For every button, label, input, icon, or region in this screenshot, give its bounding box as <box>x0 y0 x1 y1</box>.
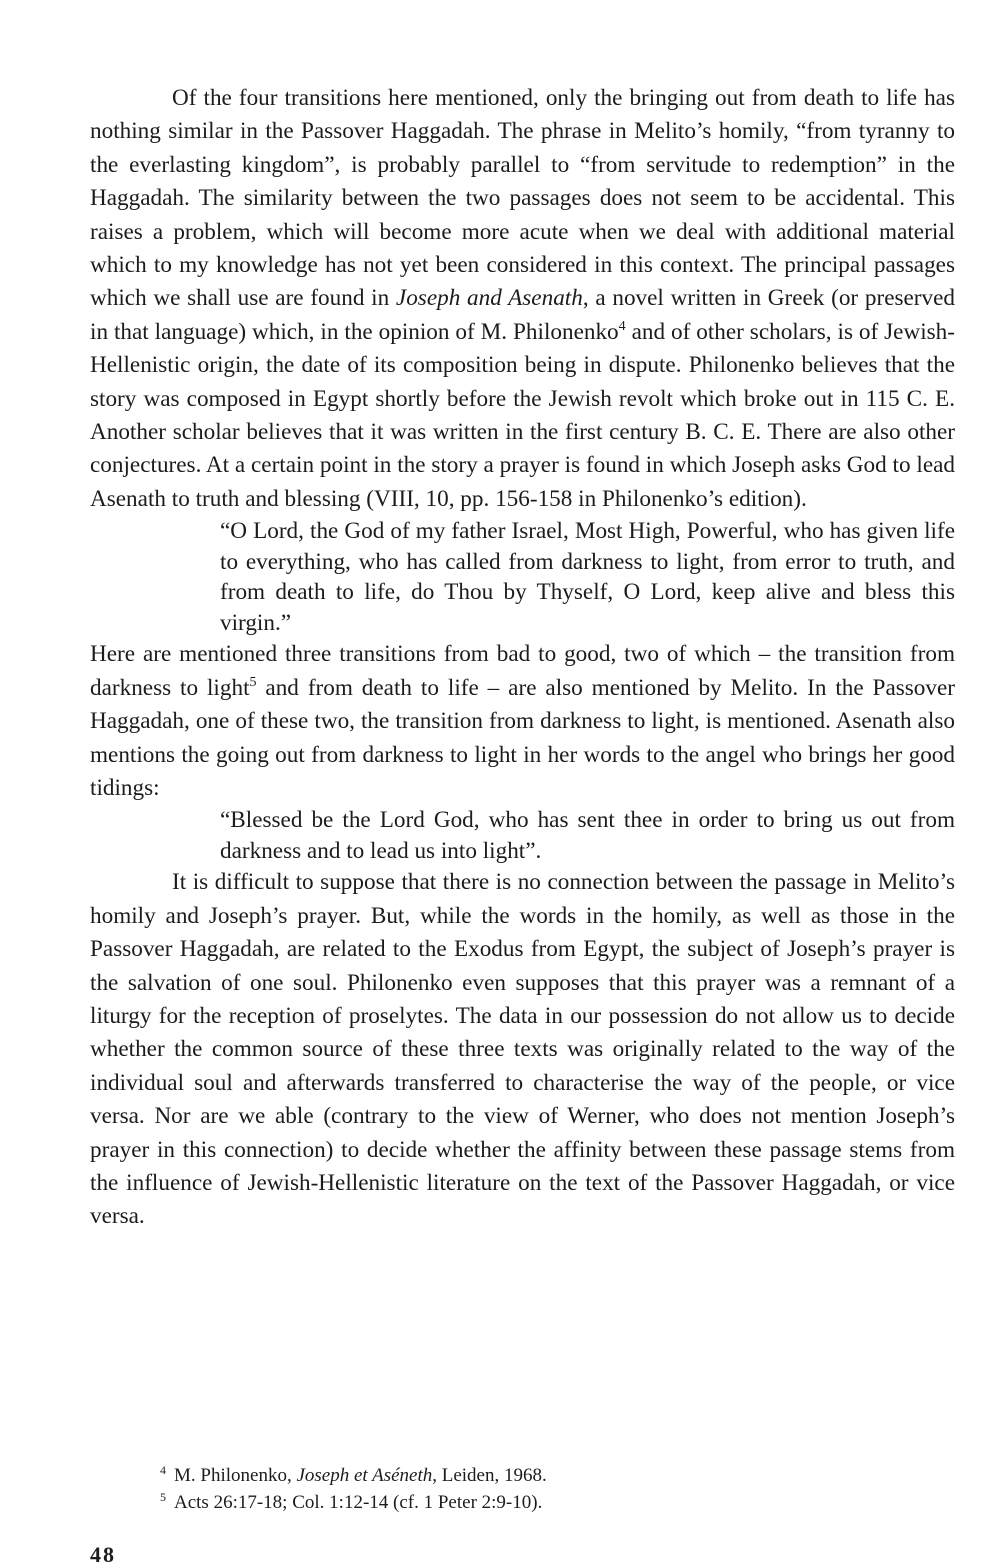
book-title-joseph-and-asenath: Joseph and Asenath <box>395 285 583 312</box>
body-text <box>90 82 955 1234</box>
paragraph-1-text-a: Of the four transitions here mentioned, only the bringing out from death to life has nothing similar in the Passover Haggadah. The phrase in Melito’s homily, “from tyranny to the everlasting kingdom”, is probably parallel to “from servitude to redemption” in the Haggadah. The similarity between the two passages does not seem to be accidental. This raises a problem, which will become more acute when we deal with additional material which to my knowledge has not yet been considered in this context. The principal passages which we shall use are found in <box>90 85 955 312</box>
paragraph-2 <box>90 638 955 805</box>
footnote-text: M. Philonenko, <box>174 1465 297 1486</box>
footnote-ref-4: 4 <box>618 318 626 334</box>
paragraph-3: It is difficult to suppose that there is no connection between the passage in Melito’s homily and Joseph’s prayer. But, while the words in the homily, as well as those in the Passover Haggadah, are related to the Exodus from Egypt, the subject of Joseph’s prayer is the salvation of one soul. Philonenko even supposes that this prayer was a remnant of a liturgy for the reception of proselytes. The data in our possession do not allow us to decide whether the common source of these three texts was originally related to the way of the individual soul and afterwards transferred to characterise the way of the people, or vice versa. Nor are we able (contrary to the view of Werner, who does not mention Joseph’s prayer in this connection) to decide whether the affinity between these passage stems from the influence of Jewish-Hellenistic literature on the text of the Passover Haggadah, or vice versa. <box>90 869 955 1230</box>
paragraph-2-text-b: and from death to life – are also mentioned by Melito. In the Passover Haggadah, one of these two, the transition from darkness to light, is mentioned. Asenath also mentions the going out from darkness to light in her words to the angel who brings her good tidings: <box>90 674 955 801</box>
paragraph-1-text-c: and of other scholars, is of Jewish-Hellenistic origin, the date of its composition being in dispute. Philonenko believes that the story was composed in Egypt shortly before the Jewish revolt which broke out in 115 C. E. Another scholar believes that it was written in the first century B. C. E. There are also other conjectures. At a certain point in the story a prayer is found in which Joseph asks God to lead Asenath to truth and blessing (VIII, 10, pp. 156-158 in Philonenko’s edition). <box>90 318 955 512</box>
footnote-number: 5 <box>160 1490 166 1504</box>
footnote-text: Acts 26:17-18; Col. 1:12-14 (cf. 1 Peter 2:9-10). <box>174 1492 543 1513</box>
page-number: 48 <box>90 1542 116 1567</box>
footnote-4 <box>160 1462 860 1489</box>
asenath-quote: “Blessed be the Lord God, who has sent thee in order to bring us out from darkness and to lead us into light”. <box>220 807 955 864</box>
footnote-book-title: Joseph et Aséneth <box>296 1465 433 1486</box>
footnote-ref-5: 5 <box>249 674 257 690</box>
paragraph-2-text-a: Here are mentioned three transitions from bad to good, two of which – the transition from darkness to light <box>90 641 955 701</box>
prayer-quote: “O Lord, the God of my father Israel, Most High, Powerful, who has given life to everything, who has called from darkness to light, from error to truth, and from death to life, do Thou by Thyself, O Lord, keep alive and bless this virgin.” <box>220 518 955 636</box>
footnote-number: 4 <box>160 1463 166 1477</box>
paragraph-1-text-b: , a novel written in Greek (or preserved in that language) which, in the opinion of M. Philonenko <box>90 285 956 345</box>
footnotes <box>160 1462 860 1516</box>
paragraph-1 <box>90 82 955 516</box>
footnote-text-end: , Leiden, 1968. <box>432 1465 547 1486</box>
footnote-5 <box>160 1489 860 1516</box>
